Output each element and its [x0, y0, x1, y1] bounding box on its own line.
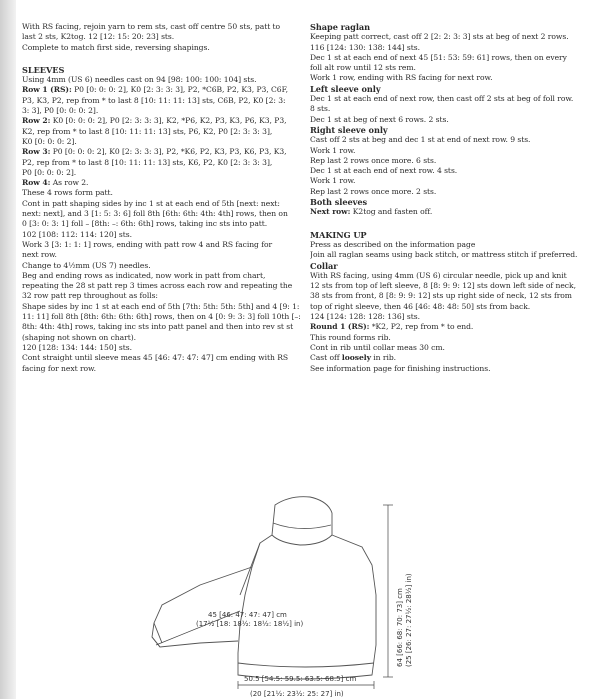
row1-cont: 3: 3], P0 [0: 0: 0: 2]. — [22, 106, 99, 116]
making-up-line: Press as described on the information page — [310, 239, 476, 249]
cast-off-line — [310, 353, 593, 363]
raglan-line: Keeping patt correct, cast off 2 [2: 2: 3: 3] sts at beg of next 2 rows. — [310, 32, 569, 42]
row3-text: P0 [0: 0: 0: 2], K0 [2: 3: 3: 3], P2, *K6, P2, K3, P3, K6, P3, K3, — [52, 147, 287, 157]
intro-line: last 2 sts, K2tog. 12 [12: 15: 20: 23] sts. — [22, 32, 175, 42]
sleeve-length-inches: (17½ [18: 18½: 18½: 18½] in) — [196, 620, 304, 628]
body-length-label: 64 [66: 68: 70: 73] cm — [396, 588, 404, 667]
sleeve-line: 8th: 4th: 4th] rows, taking inc sts into patt panel and then into rev st st — [22, 322, 294, 332]
rib-line: This round forms rib. — [310, 332, 391, 342]
right-sleeve-line: Work 1 row. — [310, 145, 356, 155]
next-row-text: K2tog and fasten off. — [352, 207, 433, 217]
sleeves-intro: Using 4mm (US 6) needles cast on 94 [98: 100: 100: 104] sts. — [22, 75, 257, 85]
intro-line: Complete to match first side, reversing shapings. — [22, 42, 210, 52]
round1-label: Round 1 (RS): — [310, 322, 370, 332]
sleeve-line: Cont straight until sleeve meas 45 [46: 47: 47: 47] cm ending with RS — [22, 353, 289, 363]
sleeve-line: next: next], and 3 [1: 5: 3: 6] foll 8th [6th: 6th: 4th: 4th] rows, then on — [22, 209, 288, 219]
next-row-line — [310, 207, 593, 217]
sleeve-line: (shaping not shown on chart). — [22, 332, 136, 342]
sleeve-line: Work 3 [3: 1: 1: 1] rows, ending with patt row 4 and RS facing for — [22, 239, 273, 249]
raglan-line: 116 [124: 130: 138: 144] sts. — [310, 42, 420, 52]
left-sleeve-line: Dec 1 st at each end of next row, then cast off 2 sts at beg of foll row. — [310, 94, 574, 104]
right-sleeve-line: Rep last 2 rows once more. 6 sts. — [310, 155, 437, 165]
collar-line: 124 [124: 128: 128: 136] sts. — [310, 312, 420, 322]
width-label: 50.5 [54.5: 59.5: 63.5: 68.5] cm — [244, 675, 357, 683]
sleeve-line: 120 [128: 134: 144: 150] sts. — [22, 342, 132, 352]
raglan-line: Dec 1 st at each end of next 45 [51: 53: 59: 61] rows, then on every — [310, 52, 567, 62]
collar-line: 38 sts from front, 8 [8: 9: 9: 12] sts up right side of neck, 12 sts from — [310, 291, 572, 301]
row4-line — [22, 178, 302, 188]
row4-text: As row 2. — [52, 178, 89, 188]
rib-line: Cont in rib until collar meas 30 cm. — [310, 342, 445, 352]
page-binding-shadow — [0, 0, 16, 699]
row3-cont: P0 [0: 0: 0: 2]. — [22, 167, 77, 177]
intro-line: With RS facing, rejoin yarn to rem sts, cast off centre 50 sts, patt to — [22, 22, 281, 31]
sleeve-line: facing for next row. — [22, 363, 96, 373]
cast-off-bold: loosely — [341, 353, 371, 363]
sleeve-line: Cont in patt shaping sides by inc 1 st at each end of 5th [next: next: — [22, 198, 280, 208]
sleeve-line: These 4 rows form patt. — [22, 188, 113, 198]
sweater-diagram — [140, 495, 560, 699]
cast-off-post: in rib. — [370, 353, 397, 363]
raglan-line: foll alt row until 12 sts rem. — [310, 63, 416, 73]
right-sleeve-line: Cast off 2 sts at beg and dec 1 st at end of next row. 9 sts. — [310, 135, 531, 145]
round1-text: *K2, P2, rep from * to end. — [371, 322, 474, 332]
round1-line — [310, 322, 593, 332]
right-column — [310, 22, 593, 374]
cast-off-pre: Cast off — [310, 353, 342, 363]
sleeve-line: Beg and ending rows as indicated, now work in patt from chart, — [22, 270, 266, 280]
left-sleeve-line: 8 sts. — [310, 104, 331, 114]
left-sleeve-heading: Left sleeve only — [310, 83, 381, 94]
collar-line: With RS facing, using 4mm (US 6) circular needle, pick up and knit — [310, 270, 567, 280]
collar-line: top of right sleeve, then 46 [46: 48: 48: 50] sts from back. — [310, 301, 531, 311]
sleeve-line: repeating the 28 st patt rep 3 times across each row and repeating the — [22, 281, 293, 291]
right-sleeve-line: Dec 1 st at each end of next row. 4 sts. — [310, 166, 458, 176]
row1-text: P0 [0: 0: 0: 2], K0 [2: 3: 3: 3], P2, *C6B, P2, K3, P3, C6F, — [74, 85, 288, 95]
sleeve-line: 32 row patt rep throughout as folls: — [22, 291, 158, 301]
making-up-line: Join all raglan seams using back stitch, or mattress stitch if preferred. — [310, 250, 578, 260]
raglan-line: Work 1 row, ending with RS facing for next row. — [310, 73, 493, 83]
width-inches: (20 [21½: 23½: 25: 27] in) — [250, 690, 344, 698]
collar-line: 12 sts from top of left sleeve, 8 [8: 9: 9: 12] sts down left side of neck, — [310, 281, 576, 291]
sleeve-line: 102 [108: 112: 114: 120] sts. — [22, 229, 132, 239]
row4-label: Row 4: — [22, 178, 51, 188]
row1-label: Row 1 (RS): — [22, 85, 72, 95]
body-length-measure — [383, 505, 393, 677]
left-column — [22, 22, 302, 374]
raglan-heading: Shape raglan — [310, 22, 371, 32]
collar-heading: Collar — [310, 260, 338, 271]
making-up-heading: MAKING UP — [310, 229, 367, 240]
sleeve-line: Shape sides by inc 1 st at each end of 5th [7th: 5th: 5th: 5th] and 4 [9: 1: — [22, 301, 300, 311]
right-sleeve-line: Work 1 row. — [310, 176, 356, 186]
row3-line — [22, 147, 302, 157]
body-length-inches: (25 [26: 27: 27½: 28½] in) — [405, 573, 413, 667]
next-row-label: Next row: — [310, 207, 351, 217]
sleeve-line: next row. — [22, 250, 57, 260]
row2-line — [22, 116, 302, 126]
sleeve-line: Change to 4½mm (US 7) needles. — [22, 260, 151, 270]
sleeve-line: 11: 11] foll 8th [8th: 6th: 6th: 6th] rows, then on 4 [0: 9: 3: 3] foll 10th [–: — [22, 312, 301, 322]
finishing-line: See information page for finishing instructions. — [310, 363, 491, 373]
row2-label: Row 2: — [22, 116, 51, 126]
row2-text: K0 [0: 0: 0: 2], P0 [2: 3: 3: 3], K2, *P6, K2, P3, K3, P6, K3, P3, — [52, 116, 287, 126]
sleeve-length-label: 45 [46: 47: 47: 47] cm — [208, 611, 287, 619]
left-sleeve-line: Dec 1 st at beg of next 6 rows. 2 sts. — [310, 114, 449, 124]
row1-cont: P3, K3, P2, rep from * to last 8 [10: 11: 11: 13] sts, C6B, P2, K0 [2: 3: — [22, 95, 286, 105]
sleeve-line: 0 [3: 0: 3: 1] foll – [8th: –: 6th: 6th] rows, taking inc sts into patt. — [22, 219, 268, 229]
right-sleeve-line: Rep last 2 rows once more. 2 sts. — [310, 186, 437, 196]
row3-cont: P2, rep from * to last 8 [10: 11: 11: 13] sts, K6, P2, K0 [2: 3: 3: 3], — [22, 157, 273, 167]
sweater-outline — [152, 497, 376, 679]
sleeves-heading: SLEEVES — [22, 64, 65, 75]
both-sleeves-heading: Both sleeves — [310, 197, 368, 208]
row2-cont: K0 [0: 0: 0: 2]. — [22, 136, 77, 146]
row3-label: Row 3: — [22, 147, 51, 157]
row2-cont: K2, rep from * to last 8 [10: 11: 11: 13] sts, P6, K2, P0 [2: 3: 3: 3], — [22, 126, 273, 136]
row1-line — [22, 85, 302, 95]
right-sleeve-heading: Right sleeve only — [310, 124, 388, 135]
